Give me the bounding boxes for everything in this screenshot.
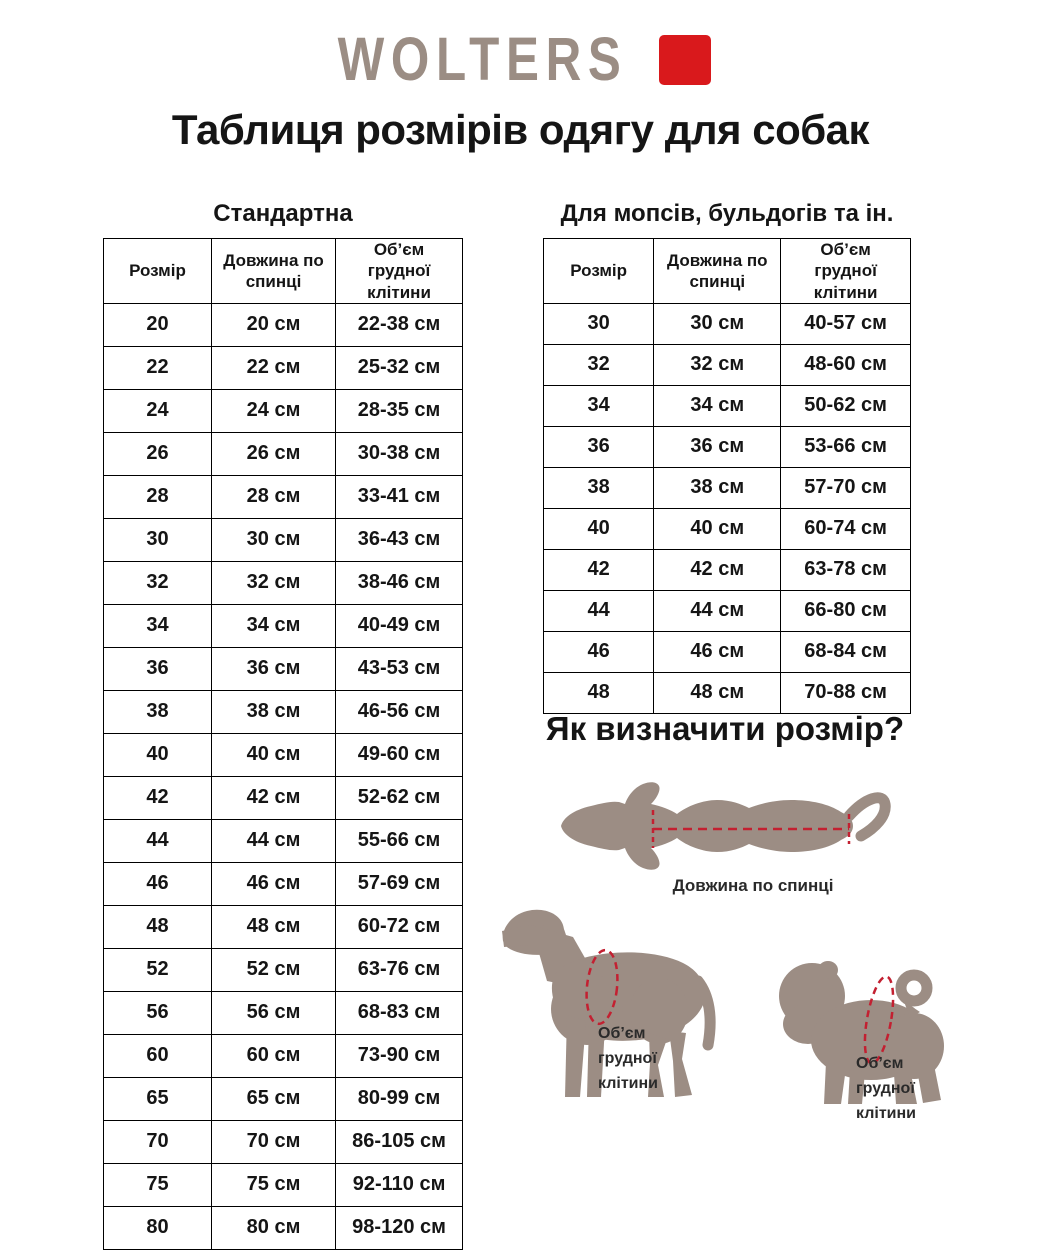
table-header-cell: Об’єм грудної клітини [336,239,463,304]
table-cell: 48 [544,672,654,713]
table-row [104,561,463,604]
dog-top-view-illustration [553,772,891,884]
chest-girth-label-left: Об’єм грудної клітини [598,1025,658,1092]
table-cell: 73-90 см [336,1034,463,1077]
table-row [104,1120,463,1163]
chest-girth-label-right: Об’єм грудної клітини [856,1055,916,1122]
table-cell: 42 см [654,549,781,590]
table-cell: 38 [104,690,212,733]
table-row [104,432,463,475]
table-cell: 98-120 см [336,1206,463,1249]
table-cell: 42 см [211,776,335,819]
table-cell: 44 см [211,819,335,862]
table-cell: 30 см [654,303,781,344]
measuring-guide-title: Як визначити розмір? [545,710,905,747]
table-cell: 50-62 см [781,385,911,426]
table-cell: 38 см [211,690,335,733]
table-row [104,518,463,561]
table-cell: 32 см [211,561,335,604]
table-cell: 52 см [211,948,335,991]
table-cell: 46 [104,862,212,905]
table-cell: 56 см [211,991,335,1034]
table-row [104,862,463,905]
table-cell: 46-56 см [336,690,463,733]
table-cell: 92-110 см [336,1163,463,1206]
table-cell: 25-32 см [336,346,463,389]
table-cell: 48 см [211,905,335,948]
brand-logo [0,25,1041,95]
table-cell: 32 [104,561,212,604]
table-row [544,672,911,713]
table-row [544,631,911,672]
table-cell: 80-99 см [336,1077,463,1120]
table-cell: 20 [104,303,212,346]
table-cell: 49-60 см [336,733,463,776]
table-cell: 86-105 см [336,1120,463,1163]
table-row [544,303,911,344]
pug-table-title: Для мопсів, бульдогів та ін. [560,200,894,227]
table-cell: 30-38 см [336,432,463,475]
table-header-cell: Довжина по спинці [211,239,335,304]
table-cell: 65 см [211,1077,335,1120]
table-header-cell: Розмір [544,239,654,304]
table-cell: 65 [104,1077,212,1120]
table-cell: 75 см [211,1163,335,1206]
table-cell: 28 см [211,475,335,518]
page-title: Таблиця розмірів одягу для собак [171,106,870,153]
pug-size-table [543,238,911,714]
table-row [104,346,463,389]
table-cell: 66-80 см [781,590,911,631]
back-length-label: Довжина по спинці [672,876,834,895]
table-cell: 52-62 см [336,776,463,819]
table-cell: 52 [104,948,212,991]
table-cell: 28-35 см [336,389,463,432]
pug-size-table-section [543,200,911,714]
table-cell: 55-66 см [336,819,463,862]
table-row [104,1034,463,1077]
wolters-logo-red-square-icon [659,35,711,85]
table-cell: 44 [104,819,212,862]
table-row [104,303,463,346]
table-cell: 70 см [211,1120,335,1163]
table-cell: 28 [104,475,212,518]
table-cell: 44 [544,590,654,631]
table-cell: 70 [104,1120,212,1163]
table-cell: 26 [104,432,212,475]
table-cell: 80 см [211,1206,335,1249]
table-cell: 34 см [654,385,781,426]
table-row [104,647,463,690]
table-cell: 36-43 см [336,518,463,561]
table-row [544,385,911,426]
table-cell: 20 см [211,303,335,346]
table-cell: 36 см [654,426,781,467]
table-cell: 40 [104,733,212,776]
table-cell: 48 [104,905,212,948]
table-cell: 22 см [211,346,335,389]
table-cell: 48 см [654,672,781,713]
table-cell: 24 [104,389,212,432]
table-row [104,1077,463,1120]
table-header-row [104,239,463,304]
table-cell: 40-57 см [781,303,911,344]
table-cell: 34 [104,604,212,647]
table-cell: 60 [104,1034,212,1077]
table-cell: 46 см [654,631,781,672]
table-cell: 60 см [211,1034,335,1077]
table-cell: 22 [104,346,212,389]
table-row [544,344,911,385]
table-cell: 56 [104,991,212,1034]
table-cell: 40 [544,508,654,549]
table-row [544,467,911,508]
table-cell: 40 см [211,733,335,776]
standard-size-table [103,238,463,1250]
table-cell: 36 см [211,647,335,690]
table-cell: 32 см [654,344,781,385]
table-row [104,1163,463,1206]
table-row [104,475,463,518]
table-row [104,905,463,948]
table-cell: 68-84 см [781,631,911,672]
table-cell: 80 [104,1206,212,1249]
table-row [104,991,463,1034]
table-cell: 40-49 см [336,604,463,647]
table-cell: 26 см [211,432,335,475]
table-cell: 53-66 см [781,426,911,467]
table-cell: 30 [104,518,212,561]
table-cell: 34 [544,385,654,426]
table-cell: 60-72 см [336,905,463,948]
table-row [544,426,911,467]
table-cell: 42 [544,549,654,590]
table-header-cell: Розмір [104,239,212,304]
table-row [104,1206,463,1249]
wolters-logo-text: WOLTERS [337,25,628,95]
table-row [104,733,463,776]
table-row [104,776,463,819]
standard-size-table-section [103,200,463,1250]
table-cell: 38 [544,467,654,508]
table-cell: 46 [544,631,654,672]
table-row [104,389,463,432]
table-cell: 60-74 см [781,508,911,549]
table-cell: 22-38 см [336,303,463,346]
dog-top-view-silhouette [561,782,885,869]
table-cell: 38 см [654,467,781,508]
table-cell: 32 [544,344,654,385]
table-cell: 43-53 см [336,647,463,690]
table-cell: 44 см [654,590,781,631]
table-cell: 36 [544,426,654,467]
table-cell: 42 [104,776,212,819]
table-cell: 57-70 см [781,467,911,508]
table-cell: 68-83 см [336,991,463,1034]
table-header-row [544,239,911,304]
table-cell: 30 см [211,518,335,561]
table-row [104,604,463,647]
table-cell: 48-60 см [781,344,911,385]
table-row [544,508,911,549]
table-cell: 46 см [211,862,335,905]
table-cell: 40 см [654,508,781,549]
table-cell: 33-41 см [336,475,463,518]
table-cell: 75 [104,1163,212,1206]
table-row [544,590,911,631]
table-cell: 63-76 см [336,948,463,991]
table-cell: 34 см [211,604,335,647]
table-cell: 57-69 см [336,862,463,905]
table-row [104,690,463,733]
table-row [104,948,463,991]
standard-table-title: Стандартна [213,200,353,227]
table-header-cell: Об’єм грудної клітини [781,239,911,304]
table-header-cell: Довжина по спинці [654,239,781,304]
table-row [544,549,911,590]
table-cell: 63-78 см [781,549,911,590]
table-cell: 30 [544,303,654,344]
table-row [104,819,463,862]
table-cell: 24 см [211,389,335,432]
table-cell: 70-88 см [781,672,911,713]
table-cell: 36 [104,647,212,690]
table-cell: 38-46 см [336,561,463,604]
